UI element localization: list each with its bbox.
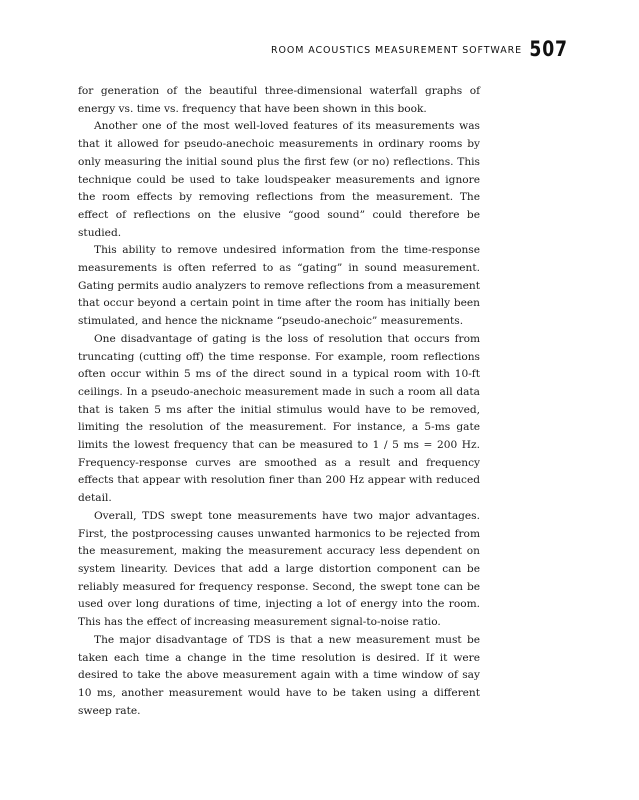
paragraph: Overall, TDS swept tone measurements have two major advantages. First, the postprocessing causes unwanted harmonics to be rejected from the measurement, making the measurement accuracy less dependent on system linearity. Devices that add a large distortion component can be reliably measured for frequency response. Second, the swept tone can be used over long durations of time, injecting a lot of energy into the room. This has the effect of increasing measurement signal-to-noise ratio. bbox=[78, 509, 480, 629]
page-header bbox=[78, 37, 568, 68]
paragraph: One disadvantage of gating is the loss of resolution that occurs from truncating (cutting off) the time response. For example, room reflections often occur within 5 ms of the direct sound in a typical room with 10-ft ceilings. In a pseudo-anechoic measurement made in such a room all data that is taken 5 ms after the initial stimulus would have to be removed, limiting the resolution of the measurement. For instance, a 5-ms gate limits the lowest frequency that can be measured to 1 / 5 ms = 200 Hz. Frequency-response curves are smoothed as a result and frequency effects that appear with resolution finer than 200 Hz appear with reduced detail. bbox=[78, 332, 480, 505]
paragraph: The major disadvantage of TDS is that a new measurement must be taken each time a change in the time resolution is desired. If it were desired to take the above measurement again with a time window of say 10 ms, another measurement would have to be taken using a different sweep rate. bbox=[78, 633, 480, 717]
paragraph: This ability to remove undesired information from the time-response measurements is often referred to as “gating” in sound measurement. Gating permits audio analyzers to remove reflections from a measurement that occur beyond a certain point in time after the room has initially been stimulated, and hence the nickname “pseudo-anechoic” measurements. bbox=[78, 244, 480, 328]
paragraph: for generation of the beautiful three-dimensional waterfall graphs of energy vs. time vs. frequency that have been shown in this book. bbox=[78, 85, 480, 115]
paragraph: Another one of the most well-loved features of its measurements was that it allowed for pseudo-anechoic measurements in ordinary rooms by only measuring the initial sound plus the first few (or no) reflections. This technique could be used to take loudspeaker measurements and ignore the room effects by removing reflections from the measurement. The effect of reflections on the elusive “good sound” could therefore be studied. bbox=[78, 120, 480, 239]
body-text bbox=[78, 83, 480, 720]
running-head: ROOM ACOUSTICS MEASUREMENT SOFTWARE bbox=[271, 45, 522, 56]
page-number: 507 bbox=[529, 37, 568, 61]
